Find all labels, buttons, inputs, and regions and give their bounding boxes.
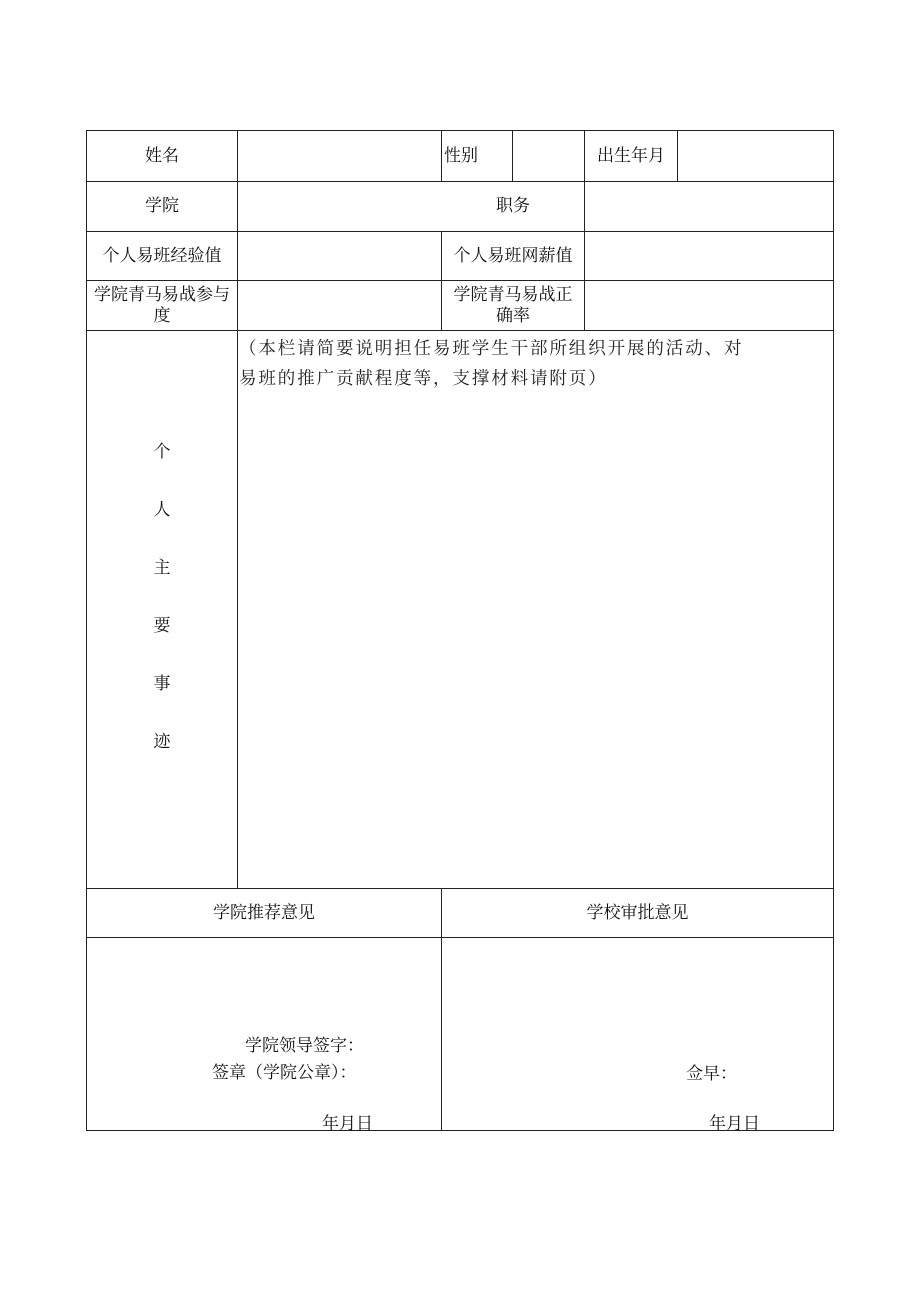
college-date: 年月日 [322,1114,373,1134]
accuracy-label-line1: 学院青马易战正 [453,284,573,305]
accuracy-field[interactable] [585,281,833,330]
school-stamp: 佥早： [686,1064,737,1084]
birth-field[interactable] [678,131,833,181]
participation-label-line1: 学院青马易战参与 [94,284,230,305]
gender-label: 性别 [444,145,478,166]
school-date: 年月日 [709,1114,760,1134]
participation-label-line2: 度 [153,305,171,326]
deeds-label-char: 人 [153,500,171,520]
position-label: 职务 [496,196,530,216]
name-label: 姓名 [145,145,179,166]
gender-field[interactable] [513,131,584,181]
exp-label: 个人易班经验值 [102,245,222,266]
college-opinion-header: 学院推荐意见 [213,902,315,923]
deeds-field[interactable] [238,396,833,888]
deeds-label-char: 要 [153,616,171,636]
deeds-label-char: 事 [153,674,171,694]
row-divider [87,330,833,331]
birth-label: 出生年月 [597,145,665,166]
school-opinion-header: 学校审批意见 [586,902,689,923]
participation-field[interactable] [238,281,441,330]
accuracy-label-line2: 确率 [496,305,530,326]
college-label: 学院 [145,196,179,216]
school-opinion-area[interactable] [442,938,833,1131]
award-application-form [86,130,834,1134]
participation-label [87,281,237,330]
deeds-instruction-line2: 易班的推广贡献程度等，支撑材料请附页） [239,369,608,389]
deeds-label-char: 主 [153,558,171,578]
salary-label: 个人易班网薪值 [453,245,573,266]
position-field[interactable] [585,182,833,231]
salary-field[interactable] [585,232,833,280]
accuracy-label [442,281,584,330]
name-field[interactable] [238,131,441,181]
exp-field[interactable] [238,232,441,280]
college-stamp: 签章（学院公章）： [212,1063,357,1083]
deeds-instruction-line1: （本栏请简要说明担任易班学生干部所组织开展的活动、对 [239,339,744,359]
college-leader-signature: 学院领导签字： [245,1036,364,1056]
deeds-label-char: 迹 [153,732,171,752]
deeds-instruction [239,334,831,394]
college-field[interactable] [238,182,441,231]
deeds-label-char: 个 [153,442,171,462]
